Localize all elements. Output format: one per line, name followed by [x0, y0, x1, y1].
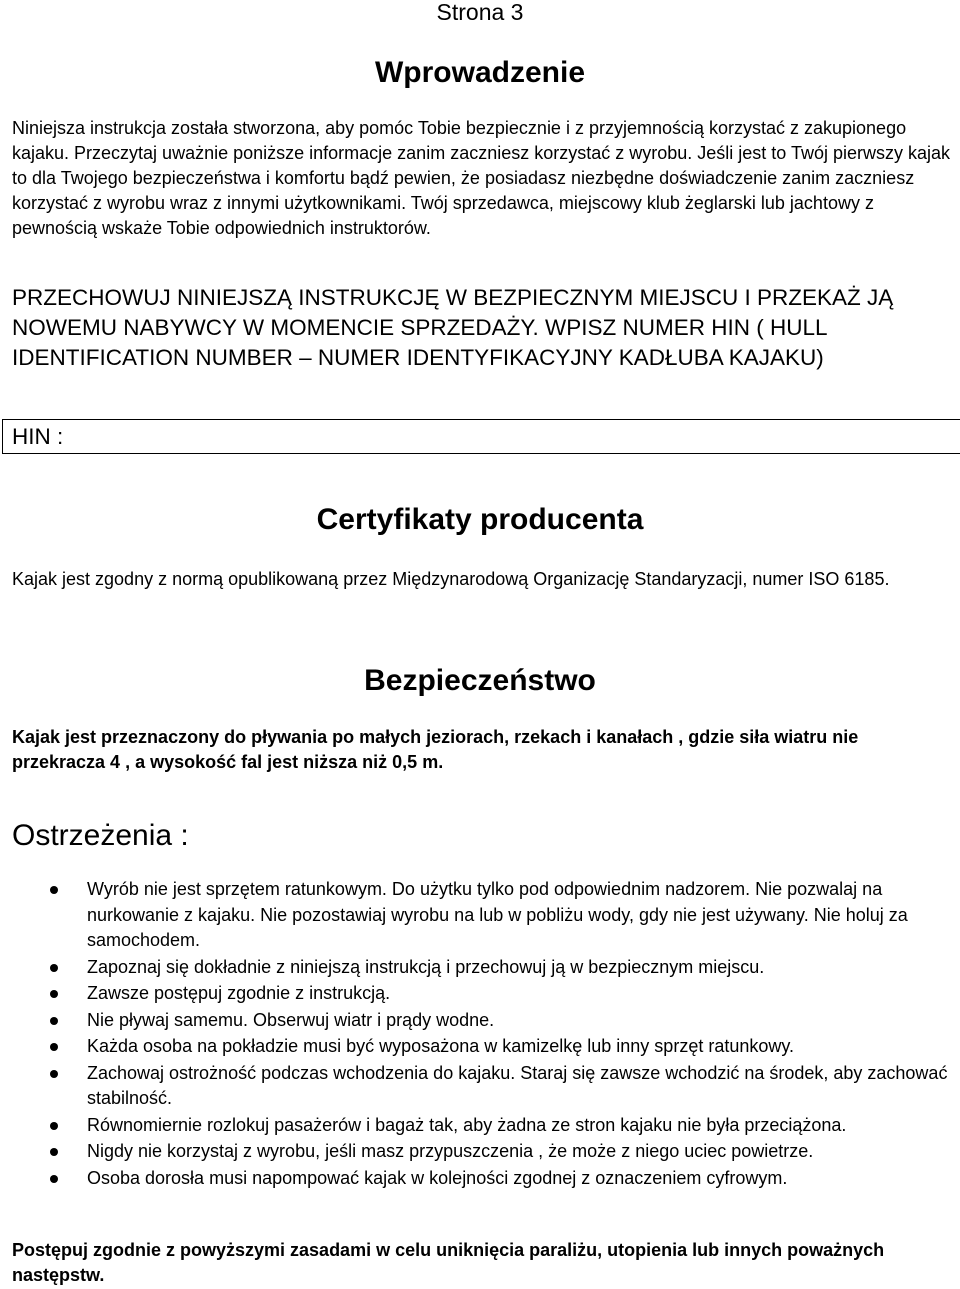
bullet-icon	[50, 1070, 58, 1078]
warnings-heading: Ostrzeżenia :	[12, 819, 189, 852]
warning-item	[0, 1034, 960, 1060]
bullet-icon	[50, 964, 58, 972]
warning-item	[0, 1113, 960, 1139]
bullet-icon	[50, 1148, 58, 1156]
warning-text: Osoba dorosła musi napompować kajak w kolejności zgodnej z oznaczeniem cyfrowym.	[87, 1167, 788, 1188]
warning-text: Wyrób nie jest sprzętem ratunkowym. Do użytku tylko pod odpowiednim nadzorem. Nie pozwalaj na nurkowanie z kajaku. Nie pozostawiaj wyrobu na lub w pobliżu wody, gdy nie jest używany. Nie holuj za samochodem.	[87, 879, 908, 950]
bullet-icon	[50, 1122, 58, 1130]
warning-item	[0, 1166, 960, 1192]
bullet-icon	[50, 1043, 58, 1051]
warning-text: Zapoznaj się dokładnie z niniejszą instrukcją i przechowuj ją w bezpiecznym miejscu.	[87, 956, 765, 977]
warnings-list	[0, 877, 960, 1192]
warning-text: Zachowaj ostrożność podczas wchodzenia do kajaku. Staraj się zawsze wchodzić na środek, aby zachować stabilność.	[87, 1062, 948, 1108]
page-number: Strona 3	[436, 0, 524, 25]
warning-text: Nigdy nie korzystaj z wyrobu, jeśli masz przypuszczenia , że może z niego uciec powietrze.	[87, 1141, 814, 1161]
safety-paragraph: Kajak jest przeznaczony do pływania po małych jeziorach, rzekach i kanałach , gdzie siła wiatru nie przekracza 4 , a wysokość fal jest niższa niż 0,5 m.	[12, 727, 859, 772]
bullet-icon	[50, 886, 58, 894]
bullet-icon	[50, 1175, 58, 1183]
bullet-icon	[50, 1017, 58, 1025]
closing-statement: Postępuj zgodnie z powyższymi zasadami w celu uniknięcia paraliżu, utopienia lub innych poważnych następstw.	[12, 1240, 885, 1285]
intro-heading: Wprowadzenie	[374, 56, 585, 89]
certificates-heading: Certyfikaty producenta	[316, 503, 644, 536]
warning-text: Nie pływaj samemu. Obserwuj wiatr i prądy wodne.	[87, 1009, 495, 1030]
safety-heading: Bezpieczeństwo	[364, 664, 596, 697]
warning-item	[0, 1008, 960, 1034]
warning-item	[0, 955, 960, 981]
intro-paragraph: Niniejsza instrukcja została stworzona, aby pomóc Tobie bezpiecznie i z przyjemnością korzystać z zakupionego kajaku. Przeczytaj uważnie poniższe informacje zanim zaczniesz korzystać z wyrobu. Jeśli jest to Twój pierwszy kajak to dla Twojego bezpieczeństwa i komfortu bądź pewien, że posiadasz niezbędne doświadczenie zanim zaczniesz korzystać z wyrobu wraz z innymi użytkownikami. Twój sprzedawca, miejscowy klub żeglarski lub jachtowy z pewnością wskaże Tobie odpowiednich instruktorów.	[12, 118, 951, 238]
hin-label: HIN :	[12, 424, 64, 449]
warning-item	[0, 981, 960, 1007]
warning-text: Równomiernie rozlokuj pasażerów i bagaż tak, aby żadna ze stron kajaku nie była przeciążona.	[87, 1114, 847, 1135]
hin-field[interactable]	[2, 419, 960, 454]
uppercase-notice: PRZECHOWUJ NINIEJSZĄ INSTRUKCJĘ W BEZPIECZNYM MIEJSCU I PRZEKAŻ JĄ NOWEMU NABYWCY W MOMENCIE SPRZEDAŻY. WPISZ NUMER HIN ( HULL IDENTIFICATION NUMBER – NUMER IDENTYFIKACYJNY KADŁUBA KAJAKU)	[12, 285, 894, 370]
warning-text: Każda osoba na pokładzie musi być wyposażona w kamizelkę lub inny sprzęt ratunkowy.	[87, 1036, 795, 1056]
warning-item	[0, 1139, 960, 1165]
warning-item	[0, 1061, 960, 1112]
bullet-icon	[50, 990, 58, 998]
certificates-paragraph: Kajak jest zgodny z normą opublikowaną przez Międzynarodową Organizację Standaryzacji, numer ISO 6185.	[12, 569, 890, 589]
warning-item	[0, 877, 960, 954]
warning-text: Zawsze postępuj zgodnie z instrukcją.	[87, 983, 391, 1003]
